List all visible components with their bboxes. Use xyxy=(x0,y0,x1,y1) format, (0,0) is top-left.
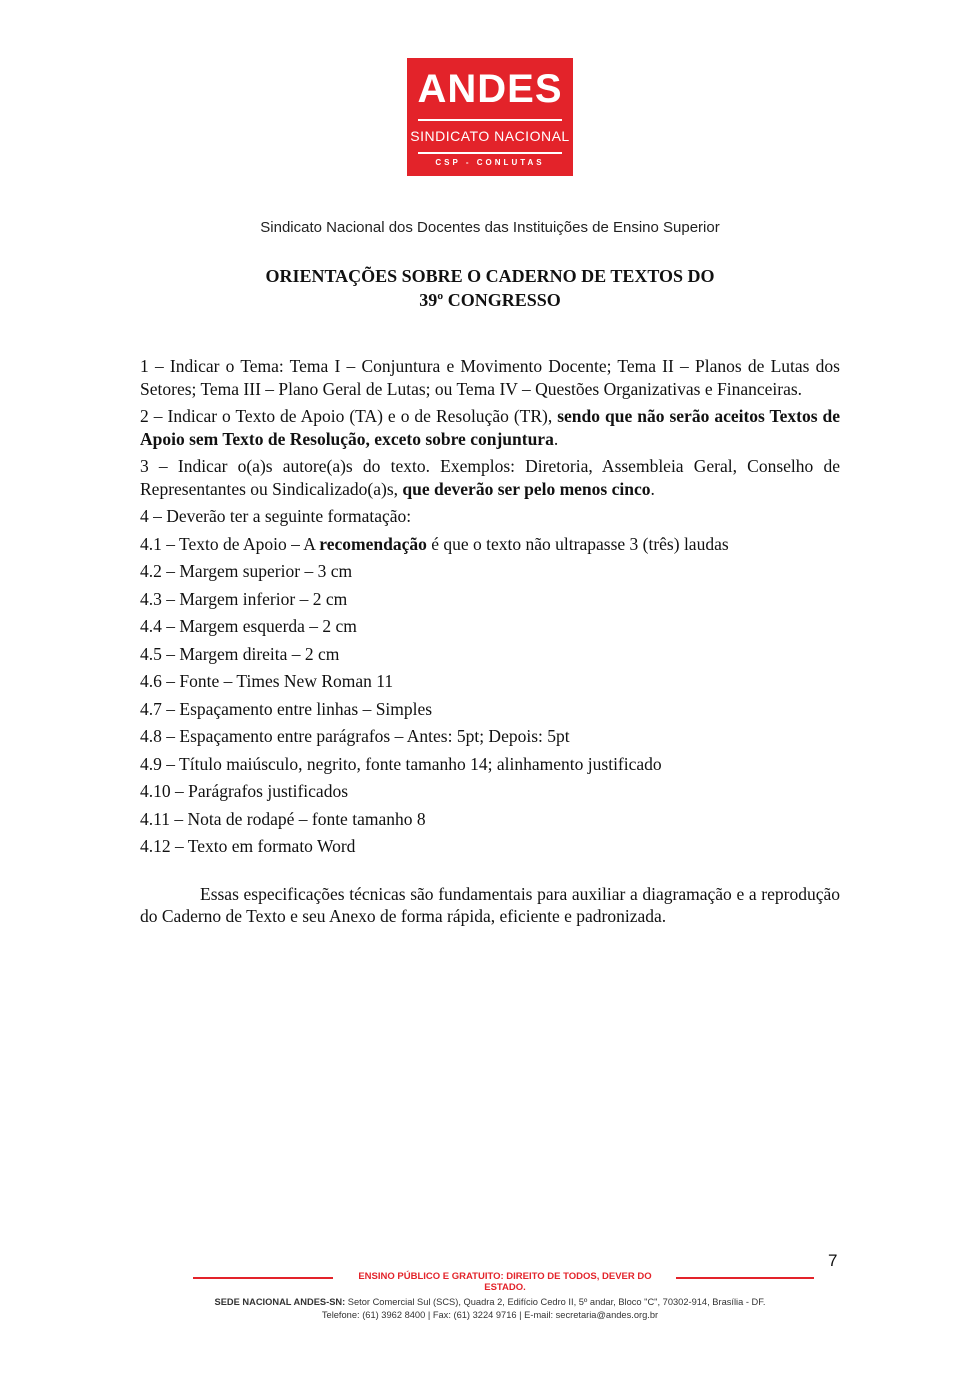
item-2 xyxy=(140,405,840,450)
logo-subtitle: SINDICATO NACIONAL xyxy=(410,128,570,144)
header-subtitle: Sindicato Nacional dos Docentes das Instituições de Ensino Superior xyxy=(260,219,720,236)
format-list xyxy=(140,505,840,858)
item-4-2: 4.2 – Margem superior – 3 cm xyxy=(140,561,353,581)
item-4-1-text: 4.1 – Texto de Apoio – A xyxy=(140,533,320,554)
item-4-1 xyxy=(140,533,840,556)
item-4-7: 4.7 – Espaçamento entre linhas – Simples xyxy=(140,698,433,719)
item-3-end: . xyxy=(650,478,655,499)
item-4-5: 4.5 – Margem direita – 2 cm xyxy=(140,643,340,664)
footer-address xyxy=(0,1296,980,1322)
item-1: 1 – Indicar o Tema: Tema I – Conjuntura e Movimento Docente; Tema II – Planos de Lutas dos Setores; Tema III – Plano Geral de Lutas; ou Tema IV – Questões Organizativas e Financeiras. xyxy=(140,356,840,399)
item-4-8: 4.8 – Espaçamento entre parágrafos – Antes: 5pt; Depois: 5pt xyxy=(140,726,570,746)
address-line xyxy=(0,1296,980,1309)
logo-divider xyxy=(418,119,562,121)
item-4-4: 4.4 – Margem esquerda – 2 cm xyxy=(140,616,357,636)
footer-slogan: ENSINO PÚBLICO E GRATUITO: DIREITO DE TODOS, DEVER DO ESTADO. xyxy=(358,1271,652,1293)
item-3-text: 3 – Indicar o(a)s autore(a)s do texto. Exemplos: Diretoria, Assembleia Geral, Conselho de Representantes ou Sindicalizado(a)s, xyxy=(140,456,840,499)
item-4-11: 4.11 – Nota de rodapé – fonte tamanho 8 xyxy=(140,808,426,829)
item-4-1-end: é que o texto não ultrapasse 3 (três) laudas xyxy=(426,533,729,554)
address-label: SEDE NACIONAL ANDES-SN: xyxy=(214,1297,346,1307)
address-text: Setor Comercial Sul (SCS), Quadra 2, Edifício Cedro II, 5º andar, Bloco "C", 70302-914, Brasília - DF. xyxy=(345,1297,766,1307)
item-3-bold: que deverão ser pelo menos cinco xyxy=(402,478,651,499)
item-2-end: . xyxy=(553,428,559,449)
item-4: 4 – Deverão ter a seguinte formatação: xyxy=(140,506,412,526)
item-4-1-bold: recomendação xyxy=(319,533,427,554)
andes-logo xyxy=(407,58,573,176)
document-body xyxy=(140,355,840,928)
item-4-10: 4.10 – Parágrafos justificados xyxy=(140,781,349,801)
footer-rule-right xyxy=(676,1277,814,1279)
logo-divider-2 xyxy=(418,152,562,154)
title-line-2: 39º CONGRESSO xyxy=(419,290,561,310)
item-4-3: 4.3 – Margem inferior – 2 cm xyxy=(140,588,348,609)
footer-rule-left xyxy=(193,1277,333,1279)
page-number: 7 xyxy=(828,1251,838,1270)
logo-tagline: CSP - CONLUTAS xyxy=(435,157,545,167)
page-title xyxy=(0,264,980,312)
item-4-9: 4.9 – Título maiúsculo, negrito, fonte tamanho 14; alinhamento justificado xyxy=(140,753,662,774)
title-line-1: ORIENTAÇÕES SOBRE O CADERNO DE TEXTOS DO xyxy=(265,266,715,286)
item-4-6: 4.6 – Fonte – Times New Roman 11 xyxy=(140,671,394,691)
closing-paragraph: Essas especificações técnicas são fundamentais para auxiliar a diagramação e a reprodução do Caderno de Texto e seu Anexo de forma rápida, eficiente e padronizada. xyxy=(140,883,840,926)
item-3 xyxy=(140,455,840,500)
item-2-text: 2 – Indicar o Texto de Apoio (TA) e o de Resolução (TR), xyxy=(140,406,558,426)
item-4-12: 4.12 – Texto em formato Word xyxy=(140,836,356,856)
item-2-bold: sendo que não serão aceitos Textos de Apoio sem Texto de Resolução, exceto sobre conjuntura xyxy=(140,406,840,449)
logo-name: ANDES xyxy=(417,67,563,111)
contact-line: Telefone: (61) 3962 8400 | Fax: (61) 3224 9716 | E-mail: secretaria@andes.org.br xyxy=(321,1310,659,1320)
